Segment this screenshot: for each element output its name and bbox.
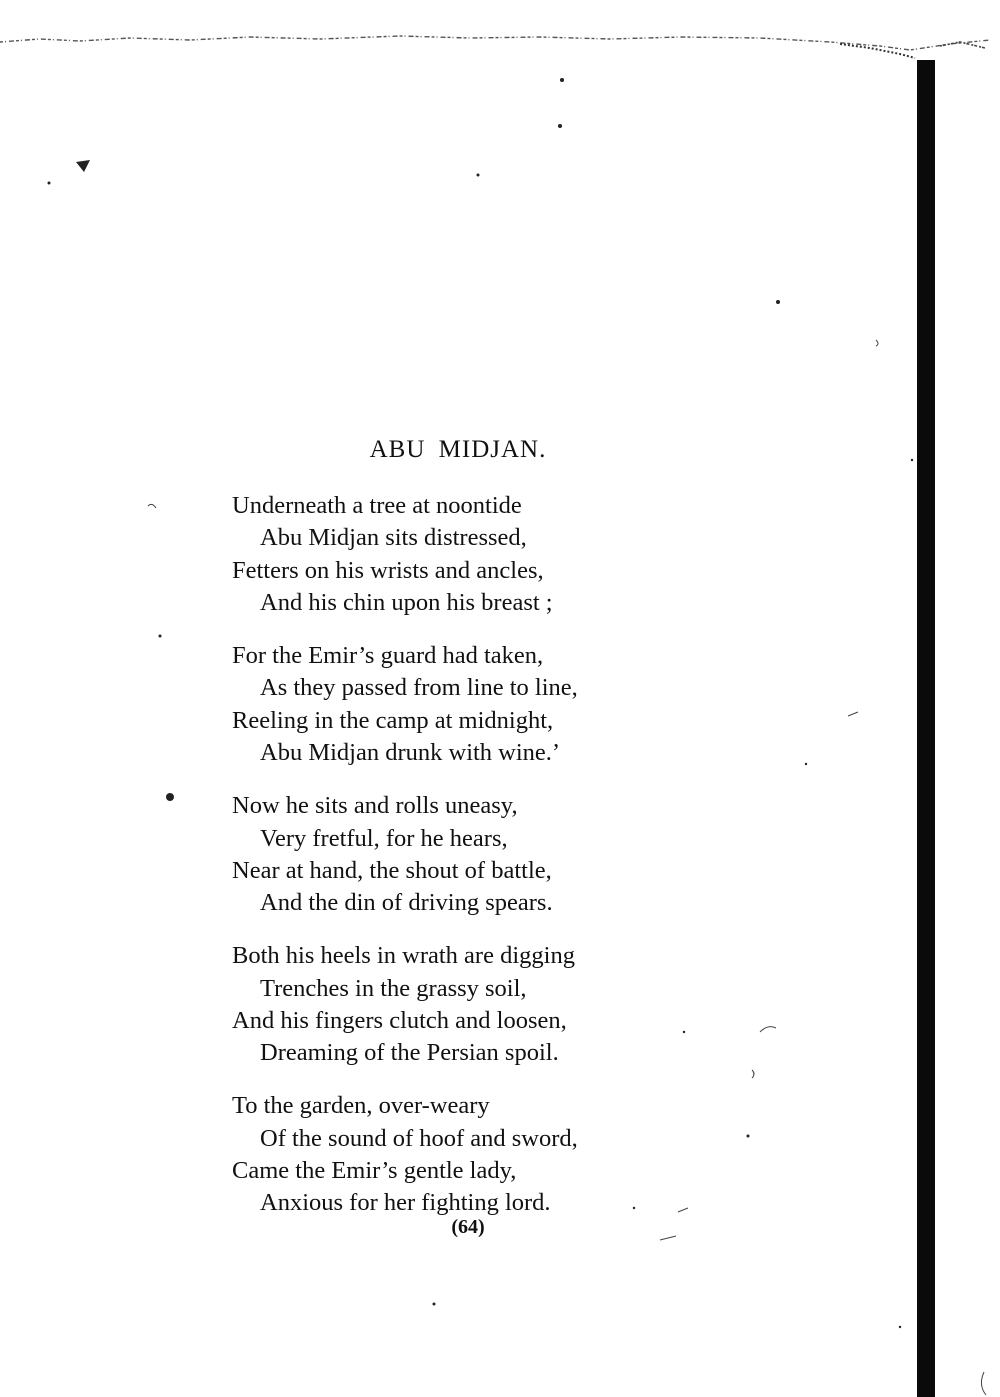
poem-line: Anxious for her fighting lord. [260, 1189, 551, 1217]
poem-line: Trenches in the grassy soil, [260, 974, 527, 1002]
poem-line: Came the Emir’s gentle lady, [232, 1157, 517, 1185]
poem-line: Fetters on his wrists and ancles, [232, 556, 544, 584]
scan-gutter-bar [917, 60, 935, 1397]
poem-line: As they passed from line to line, [260, 674, 578, 702]
poem-body [232, 490, 692, 1240]
poem-line: And the din of driving spears. [260, 889, 553, 917]
stanza-2 [232, 640, 692, 770]
stanza-1 [232, 490, 692, 620]
poem-title: ABU MIDJAN. [369, 436, 547, 463]
poem-line: And his fingers clutch and loosen, [232, 1006, 567, 1034]
poem-line: And his chin upon his breast ; [260, 589, 553, 617]
poem-line: Near at hand, the shout of battle, [232, 856, 552, 884]
poem-line: For the Emir’s guard had taken, [232, 642, 544, 670]
poem-line: Of the sound of hoof and sword, [260, 1124, 578, 1152]
scan-top-edge-noise [0, 30, 990, 70]
poem-line: Reeling in the camp at midnight, [232, 706, 554, 734]
poem-line: Dreaming of the Persian spoil. [260, 1039, 559, 1067]
poem-line: Very fretful, for he hears, [260, 824, 508, 852]
poem-line: Abu Midjan drunk with wine.’ [260, 739, 561, 767]
poem-line: Abu Midjan sits distressed, [260, 524, 527, 552]
stanza-3 [232, 790, 692, 920]
poem-line: Underneath a tree at noontide [232, 492, 522, 519]
poem-line: Now he sits and rolls uneasy, [232, 792, 518, 820]
poem-line: Both his heels in wrath are digging [232, 942, 575, 970]
poem-line: To the garden, over-weary [232, 1092, 490, 1120]
stanza-4 [232, 940, 692, 1070]
stanza-5 [232, 1090, 692, 1220]
page-number: (64) [451, 1216, 485, 1238]
